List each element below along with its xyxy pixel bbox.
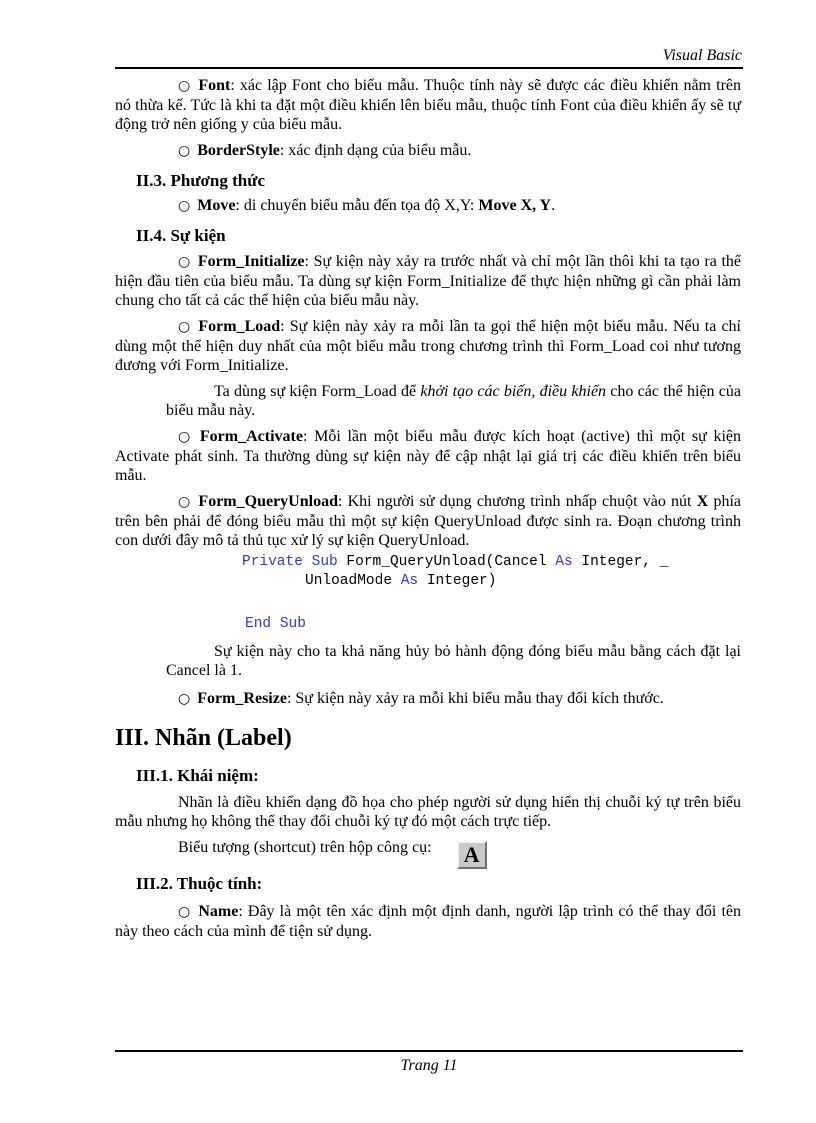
shortcut-text: Biểu tượng (shortcut) trên hộp công cụ: bbox=[178, 839, 432, 856]
font-property bbox=[115, 76, 741, 134]
name-property bbox=[115, 902, 741, 941]
term: Move bbox=[197, 197, 236, 214]
code-keyword: Private bbox=[242, 554, 303, 570]
description: : Sự kiện này xảy ra mỗi khi biểu mẫu thay đổi kích thước. bbox=[286, 690, 664, 707]
move-method bbox=[115, 196, 741, 216]
bullet-icon: ○ bbox=[178, 319, 192, 335]
code-keyword: Sub bbox=[311, 554, 338, 570]
code-line-3 bbox=[115, 615, 741, 634]
code-text: UnloadMode bbox=[305, 573, 401, 589]
code-keyword: Sub bbox=[279, 616, 306, 632]
description: : Mỗi lần một biểu mẫu được kích hoạt (active) thì một sự kiện Activate phát sinh. Ta thường dùng sự kiện này để cập nhật lại giá trị các điều khiển trên biểu mẫu. bbox=[115, 428, 741, 484]
queryunload-event bbox=[115, 492, 741, 550]
chapter-label-heading: III. Nhãn (Label) bbox=[115, 725, 292, 751]
resize-event bbox=[115, 689, 741, 709]
section-events-heading: II.4. Sự kiện bbox=[136, 226, 226, 245]
section-methods-heading: II.3. Phương thức bbox=[136, 171, 266, 190]
bullet-icon: ○ bbox=[178, 198, 191, 214]
term: BorderStyle bbox=[197, 142, 280, 159]
term: Name bbox=[198, 903, 239, 920]
label-tool-icon: A bbox=[457, 841, 487, 869]
code-keyword: End bbox=[245, 616, 272, 632]
code-line-2 bbox=[115, 572, 741, 591]
term: Form_Initialize bbox=[197, 253, 305, 270]
load-event bbox=[115, 317, 741, 375]
close-button-label: X bbox=[696, 493, 709, 510]
description: : Sự kiện này xảy ra trước nhất và chỉ một lần thôi khi ta tạo ra thể hiện đầu tiên của biểu mẫu. Ta dùng sự kiện Form_Initialize để thực hiện những gì cần phải làm chung cho tất cả các thể hiện của biểu mẫu này. bbox=[115, 253, 742, 309]
term: Font bbox=[198, 77, 231, 94]
bullet-icon: ○ bbox=[178, 143, 191, 159]
code-line-1 bbox=[115, 553, 741, 572]
code-block bbox=[115, 553, 741, 634]
bullet-icon: ○ bbox=[178, 494, 192, 510]
section-props-heading: III.2. Thuộc tính: bbox=[136, 874, 263, 893]
description: : xác lập Font cho biểu mẫu. Thuộc tính này sẽ được các điều khiển nằm trên nó thừa kế. Tức là khi ta đặt một điều khiển lên biểu mẫu, thuộc tính Font của điều khiển ấy sẽ tự động trở nên giống y của biểu mẫu. bbox=[115, 77, 741, 133]
note-emphasis: khởi tạo các biến, điều khiển bbox=[420, 383, 607, 400]
code-keyword: As bbox=[555, 554, 573, 570]
description: : di chuyển biểu mẫu đến tọa độ X,Y: bbox=[235, 197, 479, 214]
bullet-icon: ○ bbox=[178, 691, 191, 707]
description: : Đây là một tên xác định một định danh, người lập trình có thể thay đổi tên này theo cách của mình để tiện sử dụng. bbox=[115, 903, 742, 940]
page-body bbox=[115, 76, 741, 941]
initialize-event bbox=[115, 252, 741, 310]
header-rule bbox=[115, 67, 743, 69]
load-note bbox=[115, 382, 741, 420]
description: : xác định dạng của biểu mẫu. bbox=[279, 142, 472, 159]
footer-rule bbox=[115, 1050, 743, 1052]
term: Form_Activate bbox=[199, 428, 303, 445]
note-text: Ta dùng sự kiện Form_Load để bbox=[214, 383, 421, 400]
description: : Sự kiện này xảy ra mỗi lần ta gọi thể hiện một biểu mẫu. Nếu ta chỉ dùng một thể hiện duy nhất của một biểu mẫu trong chương trình thì Form_Load coi như tương đương với Form_Initialize. bbox=[115, 318, 741, 374]
code-text: Integer, _ bbox=[572, 554, 669, 570]
concept-paragraph: Nhãn là điều khiển dạng đồ họa cho phép người sử dụng hiển thị chuỗi ký tự trên biểu mẫu nhưng họ không thể thay đổi chuỗi ký tự đó một cách trực tiếp. bbox=[115, 794, 741, 830]
code-text: Form_QueryUnload(Cancel bbox=[337, 554, 556, 570]
description: phía trên bên phải để đóng biểu mẫu thì một sự kiện QueryUnload được sinh ra. Đoạn chương trình con dưới đây mô tả thủ tục xử lý sự kiện QueryUnload. bbox=[115, 493, 742, 549]
period: . bbox=[551, 197, 556, 214]
running-header: Visual Basic bbox=[662, 47, 742, 64]
description: : Khi người sử dụng chương trình nhấp chuột vào nút bbox=[337, 493, 697, 510]
term: Form_Load bbox=[198, 318, 281, 335]
code-keyword: As bbox=[400, 573, 419, 589]
activate-event bbox=[115, 427, 741, 485]
borderstyle-property bbox=[115, 141, 741, 161]
queryunload-note: Sự kiện này cho ta khả năng hủy bỏ hành động đóng biểu mẫu bằng cách đặt lại Cancel là 1. bbox=[166, 643, 741, 679]
term: Form_QueryUnload bbox=[198, 493, 338, 510]
bullet-icon: ○ bbox=[178, 78, 192, 94]
shortcut-line bbox=[115, 838, 741, 869]
bullet-icon: ○ bbox=[178, 254, 191, 270]
page-number: Trang 11 bbox=[400, 1057, 458, 1074]
bullet-icon: ○ bbox=[178, 429, 193, 445]
syntax: Move X, Y bbox=[478, 197, 552, 214]
bullet-icon: ○ bbox=[178, 904, 192, 920]
section-concept-heading: III.1. Khái niệm: bbox=[136, 766, 259, 785]
term: Form_Resize bbox=[197, 690, 287, 707]
note-text: cho các thể hiện của biểu mẫu này. bbox=[166, 383, 742, 419]
code-text: Integer) bbox=[418, 573, 497, 589]
